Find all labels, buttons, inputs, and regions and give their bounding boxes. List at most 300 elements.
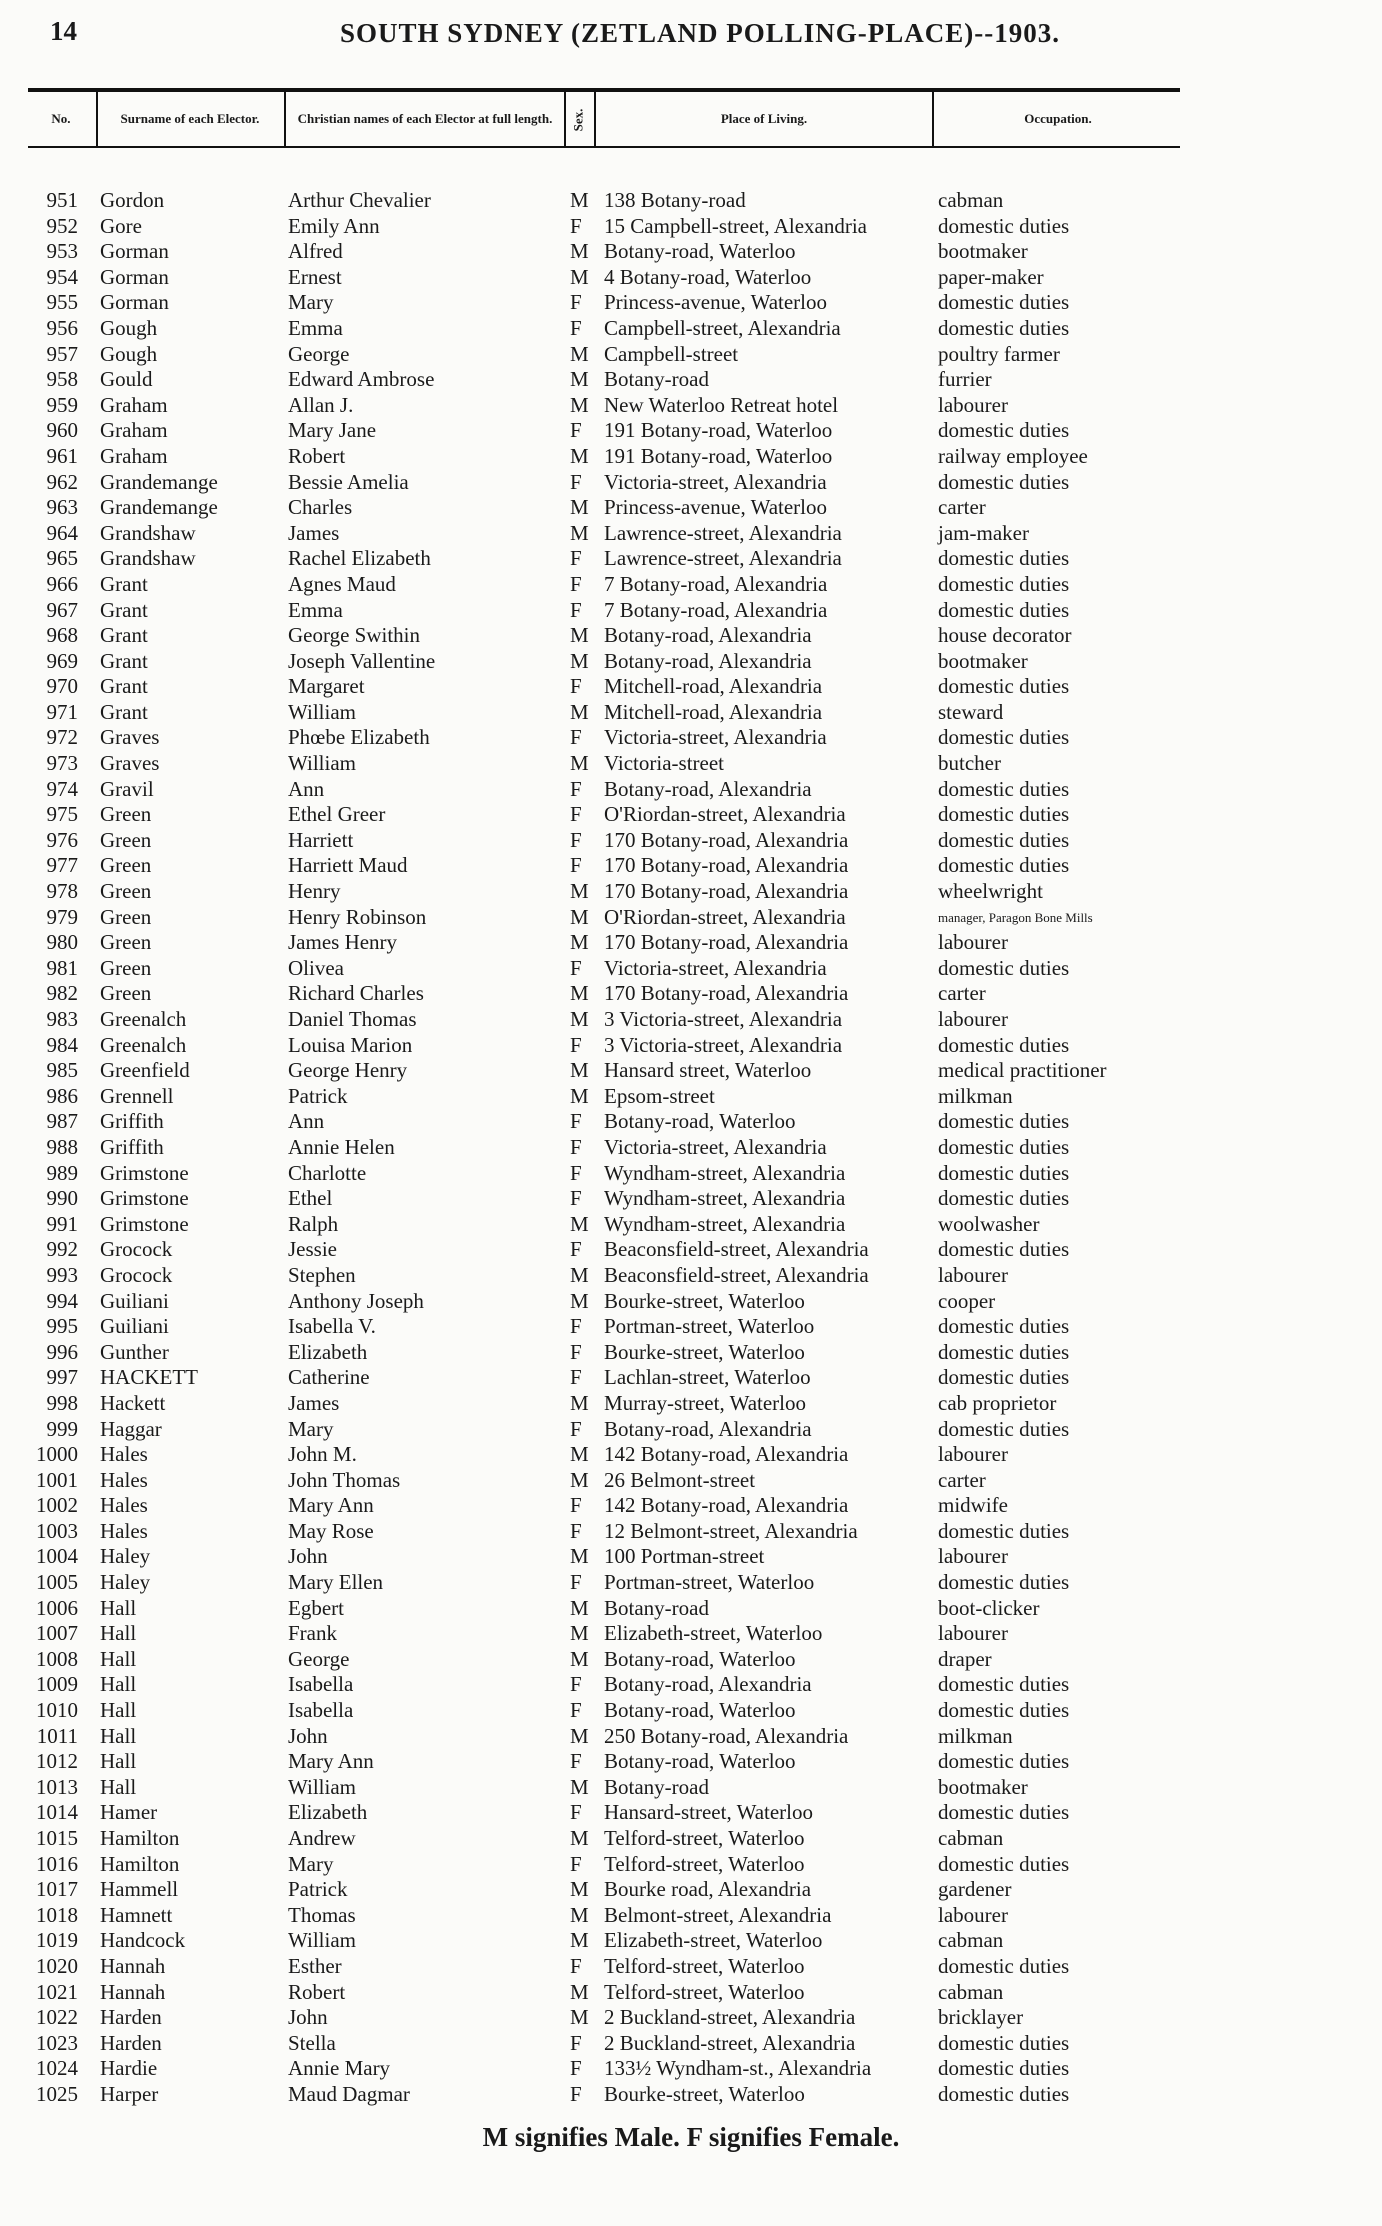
place-of-living: Mitchell-road, Alexandria <box>604 699 823 724</box>
table-row <box>0 1289 1382 1315</box>
table-row <box>0 1237 1382 1263</box>
occupation: cooper <box>938 1288 996 1313</box>
row-number: 1024 <box>36 2056 78 2081</box>
christian-names: Elizabeth <box>288 1800 368 1825</box>
surname: Hales <box>100 1467 148 1492</box>
place-of-living: 100 Portman-street <box>604 1544 765 1569</box>
place-of-living: 3 Victoria-street, Alexandria <box>604 1007 843 1031</box>
table-row <box>0 546 1382 572</box>
sex: F <box>570 955 582 980</box>
place-of-living: Telford-street, Waterloo <box>604 1826 805 1850</box>
table-row <box>0 495 1382 521</box>
row-number: 979 <box>46 904 78 929</box>
surname: Graham <box>100 418 168 443</box>
surname: Green <box>100 955 152 980</box>
place-of-living: Wyndham-street, Alexandria <box>604 1186 846 1211</box>
occupation: domestic duties <box>938 1160 1070 1185</box>
christian-names: Bessie Amelia <box>288 469 409 494</box>
header-surname: Surname of each Elector. <box>120 111 260 126</box>
christian-names: Mary Ann <box>288 1749 374 1774</box>
row-number: 1008 <box>36 1646 78 1671</box>
row-number: 985 <box>46 1058 78 1083</box>
row-number: 987 <box>46 1109 78 1134</box>
sex: M <box>570 392 589 417</box>
surname: Grocock <box>100 1237 173 1262</box>
surname: Griffith <box>100 1109 164 1134</box>
sex: F <box>570 1518 582 1543</box>
row-number: 1007 <box>36 1621 78 1646</box>
place-of-living: Botany-road <box>604 367 709 392</box>
column-divider <box>284 90 286 146</box>
surname: Hamer <box>100 1800 158 1825</box>
occupation: domestic duties <box>938 597 1070 622</box>
table-row <box>0 1647 1382 1673</box>
sex: F <box>570 1416 582 1441</box>
place-of-living: Botany-road, Alexandria <box>604 1672 812 1697</box>
table-row <box>0 367 1382 393</box>
surname: Green <box>100 853 152 878</box>
row-number: 977 <box>46 853 78 878</box>
surname: Griffith <box>100 1134 164 1159</box>
row-number: 1013 <box>36 1774 78 1799</box>
table-row <box>0 1442 1382 1468</box>
sex: M <box>570 188 589 212</box>
sex: M <box>570 1058 589 1083</box>
row-number: 952 <box>46 213 78 238</box>
sex: M <box>570 2005 589 2030</box>
row-number: 988 <box>46 1134 78 1159</box>
surname: Grimstone <box>100 1211 189 1236</box>
christian-names: Henry <box>288 879 341 904</box>
christian-names: May Rose <box>288 1518 374 1543</box>
sex: F <box>570 1493 582 1518</box>
place-of-living: Botany-road, Alexandria <box>604 648 812 673</box>
place-of-living: Botany-road, Waterloo <box>604 1646 796 1671</box>
table-row <box>0 905 1382 931</box>
surname: Green <box>100 930 152 955</box>
sex: F <box>570 546 582 571</box>
place-of-living: 3 Victoria-street, Alexandria <box>604 1032 843 1057</box>
christian-names: Annie Helen <box>288 1134 395 1159</box>
christian-names: Ernest <box>288 264 342 289</box>
row-number: 982 <box>46 981 78 1006</box>
header-sex: Sex. <box>570 108 585 132</box>
row-number: 981 <box>46 955 78 980</box>
christian-names: George Swithin <box>288 623 421 648</box>
occupation: domestic duties <box>938 1698 1070 1723</box>
table-row <box>0 1033 1382 1059</box>
surname: Grant <box>100 597 148 622</box>
table-row <box>0 1365 1382 1391</box>
surname: Hackett <box>100 1390 166 1415</box>
place-of-living: Bourke-street, Waterloo <box>604 1339 805 1364</box>
table-row <box>0 1544 1382 1570</box>
sex: F <box>570 1186 582 1211</box>
occupation: labourer <box>938 1262 1008 1287</box>
christian-names: Ethel Greer <box>288 802 386 827</box>
christian-names: William <box>288 699 356 724</box>
occupation: labourer <box>938 392 1008 417</box>
table-row <box>0 1954 1382 1980</box>
occupation: labourer <box>938 1544 1008 1569</box>
place-of-living: Portman-street, Waterloo <box>604 1314 815 1339</box>
christian-names: Mary <box>288 1416 334 1441</box>
table-row <box>0 1135 1382 1161</box>
column-divider <box>96 90 98 146</box>
place-of-living: 7 Botany-road, Alexandria <box>604 571 828 596</box>
occupation: woolwasher <box>938 1211 1040 1236</box>
occupation: labourer <box>938 1007 1008 1031</box>
place-of-living: Victoria-street <box>604 751 725 776</box>
occupation: cabman <box>938 1826 1004 1850</box>
surname: Gough <box>100 315 158 340</box>
place-of-living: Botany-road, Waterloo <box>604 239 796 264</box>
christian-names: Isabella <box>288 1698 354 1723</box>
place-of-living: Belmont-street, Alexandria <box>604 1902 832 1927</box>
table-row <box>0 802 1382 828</box>
sex: M <box>570 1877 589 1902</box>
table-row <box>0 2031 1382 2057</box>
surname: Grant <box>100 648 148 673</box>
sex: F <box>570 213 582 238</box>
christian-names: Louisa Marion <box>288 1032 413 1057</box>
place-of-living: Epsom-street <box>604 1083 715 1108</box>
row-number: 1003 <box>36 1518 78 1543</box>
surname: Gorman <box>100 290 169 315</box>
table-row <box>0 1314 1382 1340</box>
christian-names: George Henry <box>288 1058 408 1083</box>
table-row <box>0 598 1382 624</box>
place-of-living: Princess-avenue, Waterloo <box>604 495 828 520</box>
occupation: domestic duties <box>938 1237 1070 1262</box>
surname: Grimstone <box>100 1186 189 1211</box>
sex: F <box>570 418 582 443</box>
occupation: bootmaker <box>938 1774 1028 1799</box>
place-of-living: 133½ Wyndham-st., Alexandria <box>604 2056 872 2081</box>
header-christian-names: Christian names of each Elector at full length. <box>297 111 553 126</box>
surname: Grennell <box>100 1083 174 1108</box>
christian-names: John M. <box>288 1442 357 1467</box>
christian-names: Thomas <box>288 1902 356 1927</box>
occupation: domestic duties <box>938 1339 1070 1364</box>
occupation: draper <box>938 1646 992 1671</box>
surname: Gordon <box>100 188 165 212</box>
page-title: SOUTH SYDNEY (ZETLAND POLLING-PLACE)--1903. <box>339 18 1061 48</box>
place-of-living: O'Riordan-street, Alexandria <box>604 802 846 827</box>
occupation: domestic duties <box>938 1416 1070 1441</box>
row-number: 1019 <box>36 1928 78 1953</box>
sex: F <box>570 571 582 596</box>
row-number: 969 <box>46 648 78 673</box>
surname: Gough <box>100 341 158 366</box>
table-row <box>0 418 1382 444</box>
table-row <box>0 2005 1382 2031</box>
occupation: domestic duties <box>938 955 1070 980</box>
surname: Guiliani <box>100 1314 169 1339</box>
table-row <box>0 777 1382 803</box>
sex: F <box>570 827 582 852</box>
occupation: domestic duties <box>938 776 1070 801</box>
row-number: 974 <box>46 776 78 801</box>
place-of-living: 138 Botany-road <box>604 188 746 212</box>
christian-names: Ethel <box>288 1186 333 1211</box>
table-row <box>0 265 1382 291</box>
table-row <box>0 649 1382 675</box>
christian-names: Catherine <box>288 1365 370 1390</box>
surname: Graham <box>100 443 168 468</box>
occupation: domestic duties <box>938 315 1070 340</box>
place-of-living: 142 Botany-road, Alexandria <box>604 1442 849 1467</box>
occupation: manager, Paragon Bone Mills <box>938 909 1093 925</box>
christian-names: Olivea <box>288 955 344 980</box>
surname: Green <box>100 981 152 1006</box>
surname: Hall <box>100 1595 137 1620</box>
row-number: 999 <box>46 1416 78 1441</box>
row-number: 951 <box>46 188 78 212</box>
occupation: labourer <box>938 1621 1008 1646</box>
christian-names: Mary Ann <box>288 1493 374 1518</box>
table-row <box>0 2056 1382 2082</box>
occupation: carter <box>938 1467 986 1492</box>
place-of-living: Botany-road, Alexandria <box>604 776 812 801</box>
table-row <box>0 1161 1382 1187</box>
row-number: 991 <box>46 1211 78 1236</box>
table-row <box>0 188 1382 214</box>
occupation: carter <box>938 495 986 520</box>
row-number: 1010 <box>36 1698 78 1723</box>
surname: Green <box>100 879 152 904</box>
table-row <box>0 879 1382 905</box>
surname: Hamnett <box>100 1902 173 1927</box>
table-row <box>0 1596 1382 1622</box>
table-row <box>0 1698 1382 1724</box>
row-number: 989 <box>46 1160 78 1185</box>
sex: F <box>570 674 582 699</box>
sex: M <box>570 1211 589 1236</box>
place-of-living: Wyndham-street, Alexandria <box>604 1211 846 1236</box>
place-of-living: Telford-street, Waterloo <box>604 1979 805 2004</box>
table-row <box>0 1800 1382 1826</box>
row-number: 1015 <box>36 1826 78 1850</box>
place-of-living: Lawrence-street, Alexandria <box>604 520 842 545</box>
place-of-living: Portman-street, Waterloo <box>604 1570 815 1595</box>
row-number: 970 <box>46 674 78 699</box>
sex: F <box>570 597 582 622</box>
surname: Green <box>100 904 152 929</box>
place-of-living: Botany-road, Alexandria <box>604 1416 812 1441</box>
sex: M <box>570 1467 589 1492</box>
occupation: domestic duties <box>938 674 1070 699</box>
christian-names: Ann <box>288 776 325 801</box>
header-top-rule <box>28 88 1180 92</box>
occupation: steward <box>938 699 1004 724</box>
sex: M <box>570 1826 589 1850</box>
occupation: domestic duties <box>938 1032 1070 1057</box>
occupation: domestic duties <box>938 1314 1070 1339</box>
surname: Hall <box>100 1774 137 1799</box>
christian-names: John <box>288 2005 328 2030</box>
row-number: 975 <box>46 802 78 827</box>
row-number: 962 <box>46 469 78 494</box>
christian-names: Egbert <box>288 1595 344 1620</box>
occupation: gardener <box>938 1877 1012 1902</box>
sex: F <box>570 853 582 878</box>
occupation: domestic duties <box>938 2056 1070 2081</box>
table-row <box>0 623 1382 649</box>
surname: Hall <box>100 1646 137 1671</box>
row-number: 959 <box>46 392 78 417</box>
occupation: milkman <box>938 1083 1013 1108</box>
row-number: 1005 <box>36 1570 78 1595</box>
table-row <box>0 1877 1382 1903</box>
surname: Gorman <box>100 239 169 264</box>
sex: M <box>570 930 589 955</box>
surname: Hall <box>100 1723 137 1748</box>
table-row <box>0 342 1382 368</box>
occupation: milkman <box>938 1723 1013 1748</box>
row-number: 958 <box>46 367 78 392</box>
sex: F <box>570 802 582 827</box>
surname: Grandemange <box>100 495 218 520</box>
sex: M <box>570 648 589 673</box>
occupation: domestic duties <box>938 1570 1070 1595</box>
sex: F <box>570 2081 582 2106</box>
occupation: domestic duties <box>938 1672 1070 1697</box>
row-number: 980 <box>46 930 78 955</box>
sex: F <box>570 1134 582 1159</box>
place-of-living: Elizabeth-street, Waterloo <box>604 1621 823 1646</box>
surname: Harper <box>100 2081 159 2106</box>
occupation: labourer <box>938 1902 1008 1927</box>
sex: M <box>570 1083 589 1108</box>
row-number: 1018 <box>36 1902 78 1927</box>
place-of-living: 2 Buckland-street, Alexandria <box>604 2030 856 2055</box>
occupation: cabman <box>938 1979 1004 2004</box>
occupation: domestic duties <box>938 1134 1070 1159</box>
occupation: domestic duties <box>938 1851 1070 1876</box>
table-row <box>0 1468 1382 1494</box>
occupation: domestic duties <box>938 571 1070 596</box>
surname: Green <box>100 827 152 852</box>
occupation: boot-clicker <box>938 1595 1040 1620</box>
sex-legend-footer: M signifies Male. F signifies Female. <box>482 2122 900 2152</box>
table-row <box>0 290 1382 316</box>
sex: F <box>570 315 582 340</box>
surname: Hales <box>100 1442 148 1467</box>
row-number: 971 <box>46 699 78 724</box>
place-of-living: 7 Botany-road, Alexandria <box>604 597 828 622</box>
table-row <box>0 1007 1382 1033</box>
row-number: 1012 <box>36 1749 78 1774</box>
place-of-living: 170 Botany-road, Alexandria <box>604 853 849 878</box>
place-of-living: Bourke road, Alexandria <box>604 1877 812 1902</box>
sex: M <box>570 495 589 520</box>
occupation: domestic duties <box>938 1800 1070 1825</box>
christian-names: Mary Ellen <box>288 1570 384 1595</box>
surname: Grocock <box>100 1262 173 1287</box>
place-of-living: Botany-road <box>604 1774 709 1799</box>
christian-names: Harriett Maud <box>288 853 408 878</box>
surname: Grandshaw <box>100 520 196 545</box>
electoral-roll-table <box>0 188 1382 2108</box>
christian-names: Alfred <box>288 239 343 264</box>
row-number: 955 <box>46 290 78 315</box>
row-number: 1020 <box>36 1953 78 1978</box>
sex: M <box>570 879 589 904</box>
surname: Grandshaw <box>100 546 196 571</box>
occupation: domestic duties <box>938 469 1070 494</box>
christian-names: Annie Mary <box>288 2056 391 2081</box>
sex: F <box>570 2056 582 2081</box>
row-number: 990 <box>46 1186 78 1211</box>
row-number: 966 <box>46 571 78 596</box>
occupation: medical practitioner <box>938 1058 1107 1083</box>
row-number: 992 <box>46 1237 78 1262</box>
surname: Graves <box>100 751 160 776</box>
place-of-living: 15 Campbell-street, Alexandria <box>604 213 868 238</box>
occupation: cabman <box>938 188 1004 212</box>
table-row <box>0 470 1382 496</box>
sex: F <box>570 1237 582 1262</box>
row-number: 957 <box>46 341 78 366</box>
place-of-living: Telford-street, Waterloo <box>604 1851 805 1876</box>
table-row <box>0 1263 1382 1289</box>
occupation: domestic duties <box>938 2030 1070 2055</box>
sex: F <box>570 2030 582 2055</box>
place-of-living: Victoria-street, Alexandria <box>604 725 827 750</box>
occupation: domestic duties <box>938 1749 1070 1774</box>
sex: M <box>570 367 589 392</box>
christian-names: Phœbe Elizabeth <box>288 725 430 750</box>
christian-names: Richard Charles <box>288 981 424 1006</box>
table-row <box>0 239 1382 265</box>
occupation: domestic duties <box>938 1365 1070 1390</box>
christian-names: Edward Ambrose <box>288 367 435 392</box>
table-row <box>0 1519 1382 1545</box>
place-of-living: Wyndham-street, Alexandria <box>604 1160 846 1185</box>
occupation: domestic duties <box>938 827 1070 852</box>
sex: F <box>570 1953 582 1978</box>
christian-names: Isabella <box>288 1672 354 1697</box>
place-of-living: 191 Botany-road, Waterloo <box>604 443 833 468</box>
occupation: domestic duties <box>938 853 1070 878</box>
place-of-living: Lawrence-street, Alexandria <box>604 546 842 571</box>
occupation: domestic duties <box>938 418 1070 443</box>
table-row <box>0 1928 1382 1954</box>
place-of-living: Beaconsfield-street, Alexandria <box>604 1237 869 1262</box>
table-row <box>0 930 1382 956</box>
row-number: 1016 <box>36 1851 78 1876</box>
page-number: 14 <box>50 16 77 46</box>
surname: Gorman <box>100 264 169 289</box>
christian-names: Henry Robinson <box>288 904 427 929</box>
sex: M <box>570 699 589 724</box>
christian-names: William <box>288 1774 356 1799</box>
table-row <box>0 1186 1382 1212</box>
row-number: 968 <box>46 623 78 648</box>
christian-names: Patrick <box>288 1877 348 1902</box>
place-of-living: Bourke-street, Waterloo <box>604 1288 805 1313</box>
occupation: domestic duties <box>938 2081 1070 2106</box>
christian-names: John <box>288 1723 328 1748</box>
table-row <box>0 1903 1382 1929</box>
header-bottom-rule <box>28 146 1180 148</box>
sex: M <box>570 239 589 264</box>
christian-names: Elizabeth <box>288 1339 368 1364</box>
place-of-living: Princess-avenue, Waterloo <box>604 290 828 315</box>
row-number: 972 <box>46 725 78 750</box>
sex: F <box>570 1339 582 1364</box>
